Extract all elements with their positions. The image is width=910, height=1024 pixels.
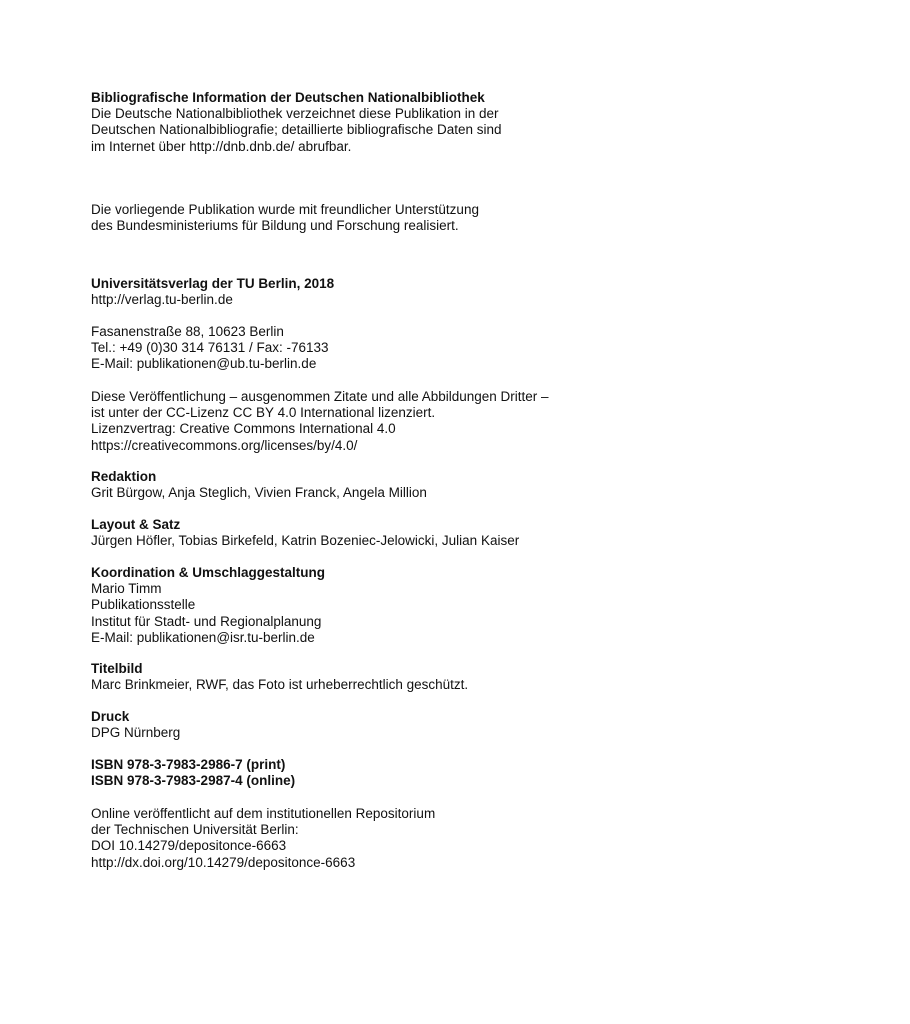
coordination-section — [91, 565, 691, 646]
publisher-url: http://verlag.tu-berlin.de — [91, 292, 233, 308]
address-street: Fasanenstraße 88, 10623 Berlin — [91, 324, 284, 339]
layout-heading: Layout & Satz — [91, 517, 181, 532]
coordination-email: E-Mail: publikationen@isr.tu-berlin.de — [91, 629, 315, 645]
coordination-heading: Koordination & Umschlaggestaltung — [91, 565, 326, 580]
isbn-online: ISBN 978-3-7983-2987-4 (online) — [91, 773, 296, 789]
print-heading: Druck — [91, 709, 130, 724]
bibliographic-info-heading: Bibliografische Information der Deutschen Nationalbibliothek — [91, 90, 485, 105]
bibliographic-info-line: Deutschen Nationalbibliografie; detaillierte bibliografische Daten sind — [91, 122, 502, 138]
bibliographic-info-section — [91, 90, 691, 155]
address-section — [91, 324, 691, 373]
bibliographic-info-line: im Internet über http://dnb.dnb.de/ abrufbar. — [91, 138, 352, 154]
print-section — [91, 709, 691, 741]
isbn-section — [91, 757, 691, 789]
license-line: ist unter der CC-Lizenz CC BY 4.0 International lizenziert. — [91, 405, 436, 421]
cover-image-section — [91, 661, 691, 693]
coordination-line: Mario Timm — [91, 581, 162, 597]
bibliographic-info-line: Die Deutsche Nationalbibliothek verzeichnet diese Publikation in der — [91, 106, 499, 122]
coordination-line: Publikationsstelle — [91, 597, 196, 613]
funding-note-line: Die vorliegende Publikation wurde mit freundlicher Unterstützung — [91, 202, 479, 217]
editing-names: Grit Bürgow, Anja Steglich, Vivien Franck, Angela Million — [91, 485, 427, 501]
layout-names: Jürgen Höfler, Tobias Birkefeld, Katrin Bozeniec-Jelowicki, Julian Kaiser — [91, 533, 520, 549]
license-line: Diese Veröffentlichung – ausgenommen Zitate und alle Abbildungen Dritter – — [91, 389, 549, 404]
coordination-line: Institut für Stadt- und Regionalplanung — [91, 613, 322, 629]
publisher-section — [91, 276, 691, 308]
online-publication-url: http://dx.doi.org/10.14279/depositonce-6663 — [91, 854, 356, 870]
online-publication-section — [91, 806, 691, 871]
license-section — [91, 389, 691, 454]
isbn-print: ISBN 978-3-7983-2986-7 (print) — [91, 757, 286, 772]
editing-heading: Redaktion — [91, 469, 157, 484]
layout-section — [91, 517, 691, 549]
funding-note-section — [91, 202, 691, 234]
editing-section — [91, 469, 691, 501]
online-publication-line: Online veröffentlicht auf dem institutionellen Repositorium — [91, 806, 436, 821]
license-url: https://creativecommons.org/licenses/by/4.0/ — [91, 437, 358, 453]
address-email: E-Mail: publikationen@ub.tu-berlin.de — [91, 356, 317, 372]
online-publication-doi: DOI 10.14279/depositonce-6663 — [91, 838, 287, 854]
cover-image-credit: Marc Brinkmeier, RWF, das Foto ist urheberrechtlich geschützt. — [91, 677, 469, 693]
funding-note-line: des Bundesministeriums für Bildung und Forschung realisiert. — [91, 218, 459, 234]
address-phone: Tel.: +49 (0)30 314 76131 / Fax: -76133 — [91, 340, 329, 356]
publisher-heading: Universitätsverlag der TU Berlin, 2018 — [91, 276, 335, 291]
online-publication-line: der Technischen Universität Berlin: — [91, 822, 299, 838]
print-company: DPG Nürnberg — [91, 725, 181, 741]
cover-image-heading: Titelbild — [91, 661, 143, 676]
license-line: Lizenzvertrag: Creative Commons International 4.0 — [91, 421, 396, 437]
